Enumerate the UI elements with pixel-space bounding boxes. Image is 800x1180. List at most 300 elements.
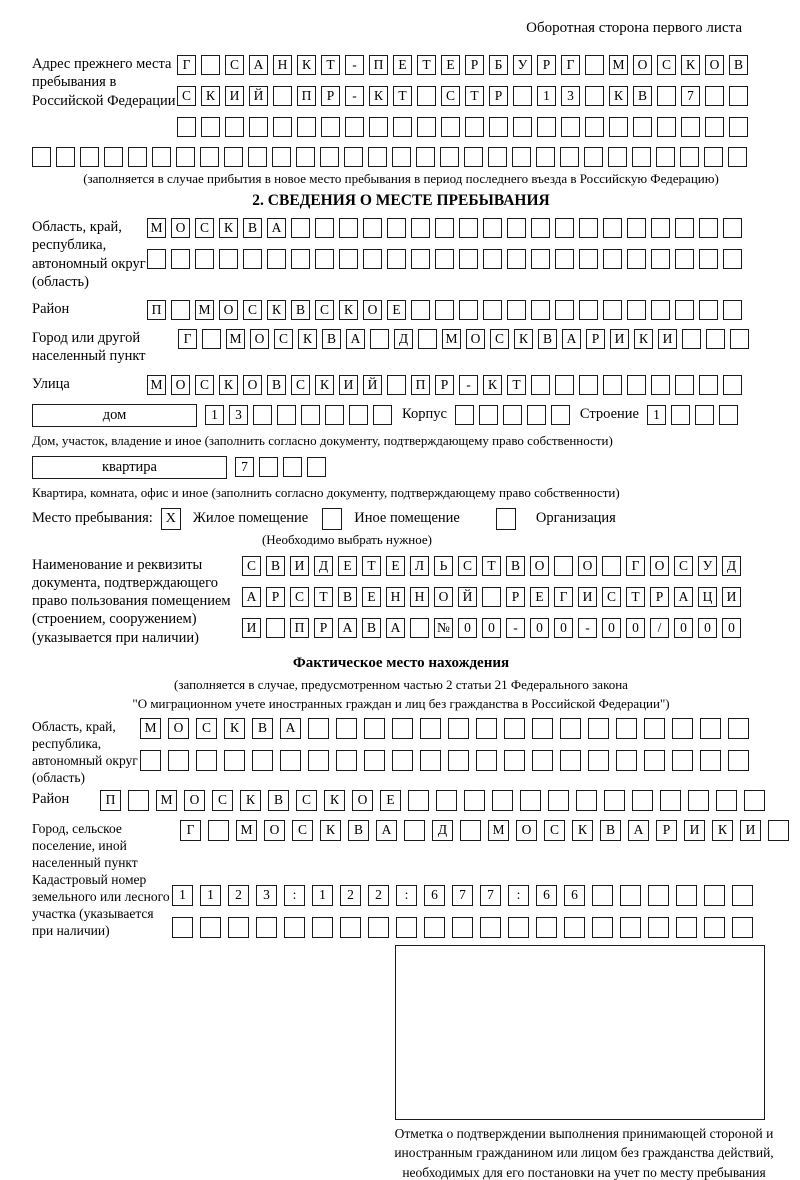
char-cell[interactable] xyxy=(320,147,339,167)
char-cell[interactable]: : xyxy=(396,885,417,906)
char-cell[interactable] xyxy=(363,249,382,269)
char-cell[interactable] xyxy=(730,329,749,349)
char-cell[interactable]: К xyxy=(224,718,245,739)
char-cell[interactable]: О xyxy=(530,556,549,576)
char-cell[interactable]: Е xyxy=(387,300,406,320)
char-cell[interactable]: О xyxy=(516,820,537,841)
char-cell[interactable]: 1 xyxy=(172,885,193,906)
char-cell[interactable] xyxy=(436,790,457,811)
char-cell[interactable] xyxy=(225,117,244,137)
char-cell[interactable]: О xyxy=(633,55,652,75)
char-cell[interactable] xyxy=(616,750,637,771)
char-cell[interactable] xyxy=(370,329,389,349)
char-cell[interactable]: Т xyxy=(314,587,333,607)
char-cell[interactable]: И xyxy=(339,375,358,395)
char-cell[interactable]: И xyxy=(684,820,705,841)
char-cell[interactable] xyxy=(633,117,652,137)
char-cell[interactable] xyxy=(435,249,454,269)
char-cell[interactable] xyxy=(704,917,725,938)
char-cell[interactable] xyxy=(648,885,669,906)
char-cell[interactable] xyxy=(464,790,485,811)
char-cell[interactable]: Т xyxy=(417,55,436,75)
char-cell[interactable]: 2 xyxy=(340,885,361,906)
char-cell[interactable] xyxy=(579,249,598,269)
char-cell[interactable] xyxy=(723,249,742,269)
char-cell[interactable] xyxy=(603,218,622,238)
char-cell[interactable] xyxy=(732,917,753,938)
char-cell[interactable] xyxy=(387,249,406,269)
char-cell[interactable] xyxy=(705,117,724,137)
char-cell[interactable] xyxy=(364,750,385,771)
char-cell[interactable] xyxy=(172,917,193,938)
char-cell[interactable] xyxy=(363,218,382,238)
char-cell[interactable]: В xyxy=(729,55,748,75)
char-cell[interactable] xyxy=(417,86,436,106)
char-cell[interactable] xyxy=(489,117,508,137)
char-cell[interactable] xyxy=(488,147,507,167)
char-cell[interactable] xyxy=(504,750,525,771)
char-cell[interactable]: П xyxy=(297,86,316,106)
char-cell[interactable] xyxy=(592,917,613,938)
char-cell[interactable]: Р xyxy=(465,55,484,75)
char-cell[interactable]: 0 xyxy=(458,618,477,638)
char-cell[interactable] xyxy=(603,375,622,395)
char-cell[interactable]: К xyxy=(514,329,533,349)
char-cell[interactable]: М xyxy=(609,55,628,75)
char-cell[interactable]: Р xyxy=(321,86,340,106)
char-cell[interactable]: О xyxy=(219,300,238,320)
char-cell[interactable]: Р xyxy=(314,618,333,638)
char-cell[interactable] xyxy=(706,329,725,349)
char-cell[interactable]: С xyxy=(195,218,214,238)
char-cell[interactable]: К xyxy=(201,86,220,106)
char-cell[interactable]: О xyxy=(434,587,453,607)
char-cell[interactable]: Н xyxy=(273,55,292,75)
char-cell[interactable]: И xyxy=(658,329,677,349)
char-cell[interactable] xyxy=(396,917,417,938)
char-cell[interactable] xyxy=(682,329,701,349)
char-cell[interactable] xyxy=(464,147,483,167)
char-cell[interactable]: М xyxy=(226,329,245,349)
char-cell[interactable] xyxy=(32,147,51,167)
char-cell[interactable] xyxy=(171,300,190,320)
char-cell[interactable]: С xyxy=(195,375,214,395)
char-cell[interactable]: - xyxy=(345,55,364,75)
char-cell[interactable] xyxy=(256,917,277,938)
char-cell[interactable] xyxy=(80,147,99,167)
char-cell[interactable] xyxy=(651,249,670,269)
char-cell[interactable]: В xyxy=(243,218,262,238)
char-cell[interactable] xyxy=(459,300,478,320)
char-cell[interactable] xyxy=(340,917,361,938)
char-cell[interactable]: 7 xyxy=(235,457,254,477)
char-cell[interactable]: - xyxy=(506,618,525,638)
char-cell[interactable]: Д xyxy=(722,556,741,576)
char-cell[interactable]: М xyxy=(195,300,214,320)
char-cell[interactable]: Т xyxy=(362,556,381,576)
char-cell[interactable] xyxy=(564,917,585,938)
char-cell[interactable] xyxy=(368,147,387,167)
char-cell[interactable] xyxy=(699,218,718,238)
char-cell[interactable]: А xyxy=(338,618,357,638)
char-cell[interactable] xyxy=(392,750,413,771)
char-cell[interactable] xyxy=(548,790,569,811)
char-cell[interactable] xyxy=(531,375,550,395)
char-cell[interactable] xyxy=(364,718,385,739)
char-cell[interactable]: 6 xyxy=(424,885,445,906)
char-cell[interactable]: Е xyxy=(380,790,401,811)
char-cell[interactable] xyxy=(259,457,278,477)
char-cell[interactable]: В xyxy=(322,329,341,349)
zhiloe-checkbox[interactable]: X xyxy=(161,508,181,530)
char-cell[interactable]: Г xyxy=(561,55,580,75)
char-cell[interactable]: Г xyxy=(554,587,573,607)
char-cell[interactable] xyxy=(416,147,435,167)
char-cell[interactable] xyxy=(312,917,333,938)
char-cell[interactable] xyxy=(704,885,725,906)
char-cell[interactable]: Н xyxy=(410,587,429,607)
char-cell[interactable] xyxy=(147,249,166,269)
char-cell[interactable] xyxy=(404,820,425,841)
char-cell[interactable]: 0 xyxy=(674,618,693,638)
char-cell[interactable]: Р xyxy=(489,86,508,106)
char-cell[interactable] xyxy=(368,917,389,938)
char-cell[interactable]: 2 xyxy=(368,885,389,906)
char-cell[interactable] xyxy=(339,249,358,269)
char-cell[interactable]: Д xyxy=(314,556,333,576)
char-cell[interactable] xyxy=(723,300,742,320)
char-cell[interactable]: С xyxy=(296,790,317,811)
char-cell[interactable] xyxy=(608,147,627,167)
char-cell[interactable] xyxy=(483,218,502,238)
char-cell[interactable]: Й xyxy=(363,375,382,395)
char-cell[interactable] xyxy=(531,249,550,269)
char-cell[interactable] xyxy=(417,117,436,137)
char-cell[interactable]: О xyxy=(352,790,373,811)
char-cell[interactable] xyxy=(196,750,217,771)
char-cell[interactable] xyxy=(699,249,718,269)
char-cell[interactable] xyxy=(369,117,388,137)
char-cell[interactable]: К xyxy=(219,375,238,395)
char-cell[interactable]: С xyxy=(674,556,693,576)
char-cell[interactable] xyxy=(344,147,363,167)
char-cell[interactable] xyxy=(507,300,526,320)
char-cell[interactable] xyxy=(435,218,454,238)
char-cell[interactable]: К xyxy=(369,86,388,106)
char-cell[interactable]: № xyxy=(434,618,453,638)
char-cell[interactable]: В xyxy=(362,618,381,638)
char-cell[interactable] xyxy=(603,249,622,269)
char-cell[interactable]: К xyxy=(483,375,502,395)
char-cell[interactable]: В xyxy=(338,587,357,607)
char-cell[interactable] xyxy=(321,117,340,137)
char-cell[interactable] xyxy=(513,86,532,106)
char-cell[interactable] xyxy=(296,147,315,167)
char-cell[interactable] xyxy=(418,329,437,349)
char-cell[interactable]: Р xyxy=(656,820,677,841)
char-cell[interactable]: 1 xyxy=(200,885,221,906)
char-cell[interactable] xyxy=(503,405,522,425)
char-cell[interactable]: С xyxy=(291,375,310,395)
char-cell[interactable]: К xyxy=(634,329,653,349)
char-cell[interactable]: М xyxy=(488,820,509,841)
char-cell[interactable] xyxy=(616,718,637,739)
char-cell[interactable] xyxy=(392,147,411,167)
char-cell[interactable] xyxy=(284,917,305,938)
char-cell[interactable]: 3 xyxy=(229,405,248,425)
char-cell[interactable] xyxy=(267,249,286,269)
char-cell[interactable] xyxy=(644,718,665,739)
char-cell[interactable]: Й xyxy=(249,86,268,106)
char-cell[interactable]: С xyxy=(292,820,313,841)
char-cell[interactable] xyxy=(675,300,694,320)
char-cell[interactable]: О xyxy=(650,556,669,576)
char-cell[interactable] xyxy=(373,405,392,425)
char-cell[interactable]: 7 xyxy=(480,885,501,906)
char-cell[interactable]: Е xyxy=(393,55,412,75)
char-cell[interactable] xyxy=(460,820,481,841)
char-cell[interactable] xyxy=(576,790,597,811)
char-cell[interactable] xyxy=(452,917,473,938)
char-cell[interactable] xyxy=(729,117,748,137)
char-cell[interactable]: А xyxy=(386,618,405,638)
char-cell[interactable]: Т xyxy=(321,55,340,75)
char-cell[interactable]: К xyxy=(339,300,358,320)
char-cell[interactable]: Т xyxy=(465,86,484,106)
char-cell[interactable]: А xyxy=(280,718,301,739)
char-cell[interactable] xyxy=(561,117,580,137)
char-cell[interactable] xyxy=(672,718,693,739)
char-cell[interactable] xyxy=(336,750,357,771)
char-cell[interactable] xyxy=(339,218,358,238)
char-cell[interactable] xyxy=(729,86,748,106)
char-cell[interactable]: С xyxy=(315,300,334,320)
char-cell[interactable]: 7 xyxy=(681,86,700,106)
char-cell[interactable]: Р xyxy=(266,587,285,607)
char-cell[interactable] xyxy=(208,820,229,841)
char-cell[interactable] xyxy=(168,750,189,771)
char-cell[interactable]: - xyxy=(578,618,597,638)
char-cell[interactable] xyxy=(459,249,478,269)
char-cell[interactable]: - xyxy=(459,375,478,395)
char-cell[interactable]: П xyxy=(147,300,166,320)
char-cell[interactable]: В xyxy=(252,718,273,739)
char-cell[interactable]: О xyxy=(168,718,189,739)
char-cell[interactable]: В xyxy=(538,329,557,349)
char-cell[interactable] xyxy=(202,329,221,349)
char-cell[interactable] xyxy=(476,718,497,739)
char-cell[interactable]: И xyxy=(225,86,244,106)
char-cell[interactable] xyxy=(411,300,430,320)
char-cell[interactable] xyxy=(420,718,441,739)
char-cell[interactable]: 6 xyxy=(564,885,585,906)
char-cell[interactable] xyxy=(424,917,445,938)
char-cell[interactable] xyxy=(483,249,502,269)
char-cell[interactable]: М xyxy=(147,375,166,395)
char-cell[interactable] xyxy=(520,790,541,811)
char-cell[interactable] xyxy=(176,147,195,167)
char-cell[interactable] xyxy=(56,147,75,167)
char-cell[interactable] xyxy=(584,147,603,167)
char-cell[interactable] xyxy=(688,790,709,811)
char-cell[interactable]: К xyxy=(240,790,261,811)
char-cell[interactable]: В xyxy=(506,556,525,576)
char-cell[interactable]: В xyxy=(600,820,621,841)
char-cell[interactable]: С xyxy=(196,718,217,739)
char-cell[interactable] xyxy=(283,457,302,477)
char-cell[interactable] xyxy=(555,375,574,395)
char-cell[interactable]: М xyxy=(140,718,161,739)
char-cell[interactable]: А xyxy=(267,218,286,238)
char-cell[interactable] xyxy=(723,218,742,238)
char-cell[interactable]: С xyxy=(243,300,262,320)
char-cell[interactable] xyxy=(527,405,546,425)
char-cell[interactable] xyxy=(171,249,190,269)
char-cell[interactable] xyxy=(700,750,721,771)
char-cell[interactable]: Е xyxy=(386,556,405,576)
char-cell[interactable]: О xyxy=(705,55,724,75)
char-cell[interactable]: И xyxy=(740,820,761,841)
org-checkbox[interactable] xyxy=(496,508,516,530)
char-cell[interactable] xyxy=(465,117,484,137)
char-cell[interactable] xyxy=(291,218,310,238)
char-cell[interactable]: О xyxy=(466,329,485,349)
char-cell[interactable]: И xyxy=(242,618,261,638)
char-cell[interactable] xyxy=(695,405,714,425)
char-cell[interactable]: О xyxy=(171,375,190,395)
char-cell[interactable] xyxy=(393,117,412,137)
char-cell[interactable] xyxy=(291,249,310,269)
char-cell[interactable] xyxy=(243,249,262,269)
char-cell[interactable]: 6 xyxy=(536,885,557,906)
char-cell[interactable]: О xyxy=(171,218,190,238)
char-cell[interactable] xyxy=(201,117,220,137)
char-cell[interactable]: К xyxy=(609,86,628,106)
char-cell[interactable]: О xyxy=(578,556,597,576)
char-cell[interactable]: К xyxy=(219,218,238,238)
char-cell[interactable]: У xyxy=(698,556,717,576)
char-cell[interactable] xyxy=(675,218,694,238)
char-cell[interactable]: Д xyxy=(432,820,453,841)
char-cell[interactable]: С xyxy=(225,55,244,75)
char-cell[interactable]: 1 xyxy=(312,885,333,906)
char-cell[interactable] xyxy=(560,147,579,167)
char-cell[interactable]: Е xyxy=(338,556,357,576)
char-cell[interactable]: Т xyxy=(626,587,645,607)
char-cell[interactable] xyxy=(620,885,641,906)
char-cell[interactable] xyxy=(513,117,532,137)
char-cell[interactable] xyxy=(325,405,344,425)
char-cell[interactable] xyxy=(532,718,553,739)
char-cell[interactable] xyxy=(253,405,272,425)
char-cell[interactable] xyxy=(411,249,430,269)
char-cell[interactable] xyxy=(492,790,513,811)
char-cell[interactable] xyxy=(699,375,718,395)
char-cell[interactable]: М xyxy=(442,329,461,349)
char-cell[interactable]: К xyxy=(297,55,316,75)
char-cell[interactable] xyxy=(671,405,690,425)
char-cell[interactable] xyxy=(648,917,669,938)
char-cell[interactable] xyxy=(632,790,653,811)
char-cell[interactable] xyxy=(411,218,430,238)
char-cell[interactable] xyxy=(554,556,573,576)
char-cell[interactable] xyxy=(387,218,406,238)
char-cell[interactable]: С xyxy=(242,556,261,576)
char-cell[interactable] xyxy=(579,375,598,395)
char-cell[interactable] xyxy=(579,218,598,238)
char-cell[interactable] xyxy=(675,375,694,395)
char-cell[interactable] xyxy=(224,147,243,167)
char-cell[interactable]: К xyxy=(681,55,700,75)
char-cell[interactable]: 0 xyxy=(602,618,621,638)
char-cell[interactable] xyxy=(307,457,326,477)
char-cell[interactable] xyxy=(627,375,646,395)
char-cell[interactable] xyxy=(585,86,604,106)
char-cell[interactable] xyxy=(508,917,529,938)
char-cell[interactable]: С xyxy=(657,55,676,75)
char-cell[interactable]: Ц xyxy=(698,587,717,607)
inoe-checkbox[interactable] xyxy=(322,508,342,530)
char-cell[interactable]: 0 xyxy=(626,618,645,638)
char-cell[interactable] xyxy=(200,917,221,938)
char-cell[interactable] xyxy=(482,587,501,607)
char-cell[interactable]: М xyxy=(156,790,177,811)
char-cell[interactable]: Г xyxy=(626,556,645,576)
char-cell[interactable]: О xyxy=(184,790,205,811)
char-cell[interactable] xyxy=(349,405,368,425)
char-cell[interactable]: 1 xyxy=(537,86,556,106)
char-cell[interactable] xyxy=(448,718,469,739)
char-cell[interactable]: 0 xyxy=(482,618,501,638)
char-cell[interactable] xyxy=(512,147,531,167)
char-cell[interactable] xyxy=(408,790,429,811)
char-cell[interactable] xyxy=(277,405,296,425)
char-cell[interactable] xyxy=(315,218,334,238)
char-cell[interactable] xyxy=(660,790,681,811)
char-cell[interactable]: Л xyxy=(410,556,429,576)
char-cell[interactable] xyxy=(651,300,670,320)
char-cell[interactable] xyxy=(603,300,622,320)
char-cell[interactable]: О xyxy=(363,300,382,320)
char-cell[interactable] xyxy=(297,117,316,137)
char-cell[interactable] xyxy=(479,405,498,425)
char-cell[interactable]: / xyxy=(650,618,669,638)
char-cell[interactable] xyxy=(531,300,550,320)
char-cell[interactable] xyxy=(224,750,245,771)
char-cell[interactable] xyxy=(336,718,357,739)
char-cell[interactable]: С xyxy=(544,820,565,841)
char-cell[interactable] xyxy=(627,300,646,320)
char-cell[interactable]: К xyxy=(267,300,286,320)
char-cell[interactable] xyxy=(555,218,574,238)
char-cell[interactable] xyxy=(440,147,459,167)
char-cell[interactable] xyxy=(657,86,676,106)
char-cell[interactable] xyxy=(592,885,613,906)
char-cell[interactable] xyxy=(345,117,364,137)
char-cell[interactable] xyxy=(420,750,441,771)
char-cell[interactable]: В xyxy=(266,556,285,576)
char-cell[interactable] xyxy=(588,718,609,739)
char-cell[interactable]: М xyxy=(236,820,257,841)
char-cell[interactable] xyxy=(681,117,700,137)
char-cell[interactable]: : xyxy=(508,885,529,906)
char-cell[interactable]: А xyxy=(376,820,397,841)
char-cell[interactable]: Н xyxy=(386,587,405,607)
char-cell[interactable] xyxy=(104,147,123,167)
char-cell[interactable] xyxy=(579,300,598,320)
char-cell[interactable] xyxy=(680,147,699,167)
char-cell[interactable]: П xyxy=(369,55,388,75)
